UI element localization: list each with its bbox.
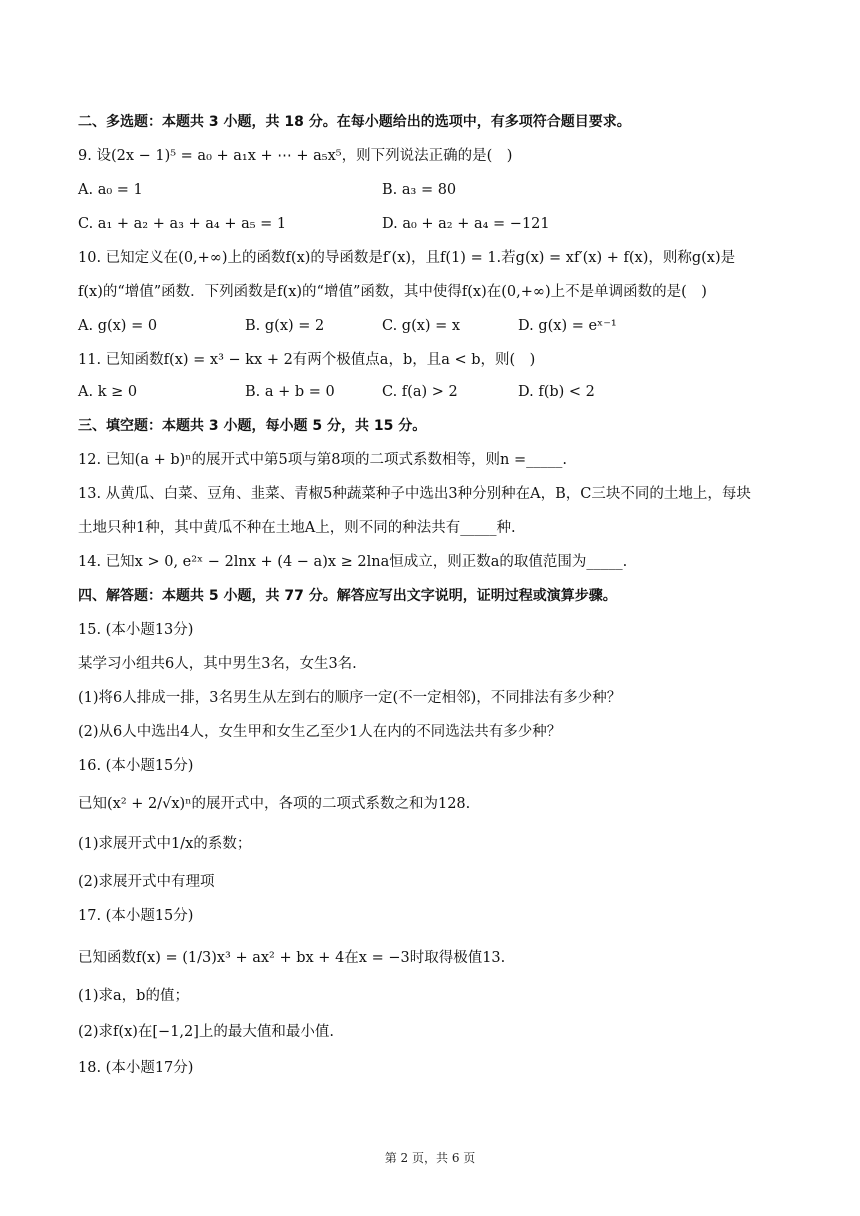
question-11-option-b: B. a + b = 0 (245, 384, 335, 400)
question-17-title: 17. (本小题15分) (78, 908, 194, 924)
question-9-stem: 9. 设(2x − 1)⁵ = a₀ + a₁x + ⋯ + a₅x⁵，则下列说法正确的是( ) (78, 148, 513, 164)
question-13-line-1: 13. 从黄瓜、白菜、豆角、韭菜、青椒5种蔬菜种子中选出3种分别种在A，B，C三块不同的土地上，每块 (78, 486, 751, 502)
question-17-part-1: (1)求a，b的值； (78, 988, 189, 1004)
section-heading-multiple-choice: 二、多选题：本题共 3 小题，共 18 分。在每小题给出的选项中，有多项符合题目要求。 (78, 114, 631, 130)
question-9-option-a: A. a₀ = 1 (78, 182, 143, 198)
question-16-part-1: (1)求展开式中1/x的系数； (78, 836, 252, 852)
question-9-option-c: C. a₁ + a₂ + a₃ + a₄ + a₅ = 1 (78, 216, 287, 232)
section-heading-solutions: 四、解答题：本题共 5 小题，共 77 分。解答应写出文字说明，证明过程或演算步骤。 (78, 588, 617, 604)
question-16-text: 已知(x² + 2/√x)ⁿ的展开式中，各项的二项式系数之和为128. (78, 796, 471, 812)
question-11-option-c: C. f(a) > 2 (382, 384, 458, 400)
question-9-option-b: B. a₃ = 80 (382, 182, 457, 198)
question-18-title: 18. (本小题17分) (78, 1060, 194, 1076)
question-12-stem: 12. 已知(a + b)ⁿ的展开式中第5项与第8项的二项式系数相等，则n =_____. (78, 452, 567, 468)
page-footer: 第 2 页，共 6 页 (384, 1151, 476, 1165)
question-15-text: 某学习小组共6人，其中男生3名，女生3名. (78, 656, 357, 672)
question-10-option-c: C. g(x) = x (382, 318, 461, 334)
question-15-part-2: (2)从6人中选出4人，女生甲和女生乙至少1人在内的不同选法共有多少种？ (78, 724, 562, 740)
section-heading-fill-in: 三、填空题：本题共 3 小题，每小题 5 分，共 15 分。 (78, 418, 427, 434)
question-14-stem: 14. 已知x > 0, e²ˣ − 2lnx + (4 − a)x ≥ 2lna恒成立，则正数a的取值范围为_____. (78, 554, 628, 570)
question-10-stem-line-2: f(x)的“增值”函数．下列函数是f(x)的“增值”函数，其中使得f(x)在(0,+∞)上不是单调函数的是( ) (78, 284, 707, 300)
question-17-text: 已知函数f(x) = (1/3)x³ + ax² + bx + 4在x = −3时取得极值13. (78, 950, 506, 966)
question-10-option-a: A. g(x) = 0 (78, 318, 158, 334)
question-9-option-d: D. a₀ + a₂ + a₄ = −121 (382, 216, 550, 232)
question-15-title: 15. (本小题13分) (78, 622, 194, 638)
question-15-part-1: (1)将6人排成一排，3名男生从左到右的顺序一定(不一定相邻)，不同排法有多少种？ (78, 690, 622, 706)
question-16-title: 16. (本小题15分) (78, 758, 194, 774)
question-10-option-b: B. g(x) = 2 (245, 318, 325, 334)
question-11-stem: 11. 已知函数f(x) = x³ − kx + 2有两个极值点a，b，且a < b，则( ) (78, 352, 536, 368)
question-10-option-d: D. g(x) = eˣ⁻¹ (518, 318, 617, 334)
question-11-option-d: D. f(b) < 2 (518, 384, 595, 400)
question-11-option-a: A. k ≥ 0 (78, 384, 138, 400)
question-13-line-2: 土地只种1种，其中黄瓜不种在土地A上，则不同的种法共有_____种. (78, 520, 516, 536)
question-17-part-2: (2)求f(x)在[−1,2]上的最大值和最小值. (78, 1024, 335, 1040)
question-10-stem-line-1: 10. 已知定义在(0,+∞)上的函数f(x)的导函数是f′(x)，且f(1) = 1.若g(x) = xf′(x) + f(x)，则称g(x)是 (78, 250, 736, 266)
question-16-part-2: (2)求展开式中有理项 (78, 874, 215, 890)
